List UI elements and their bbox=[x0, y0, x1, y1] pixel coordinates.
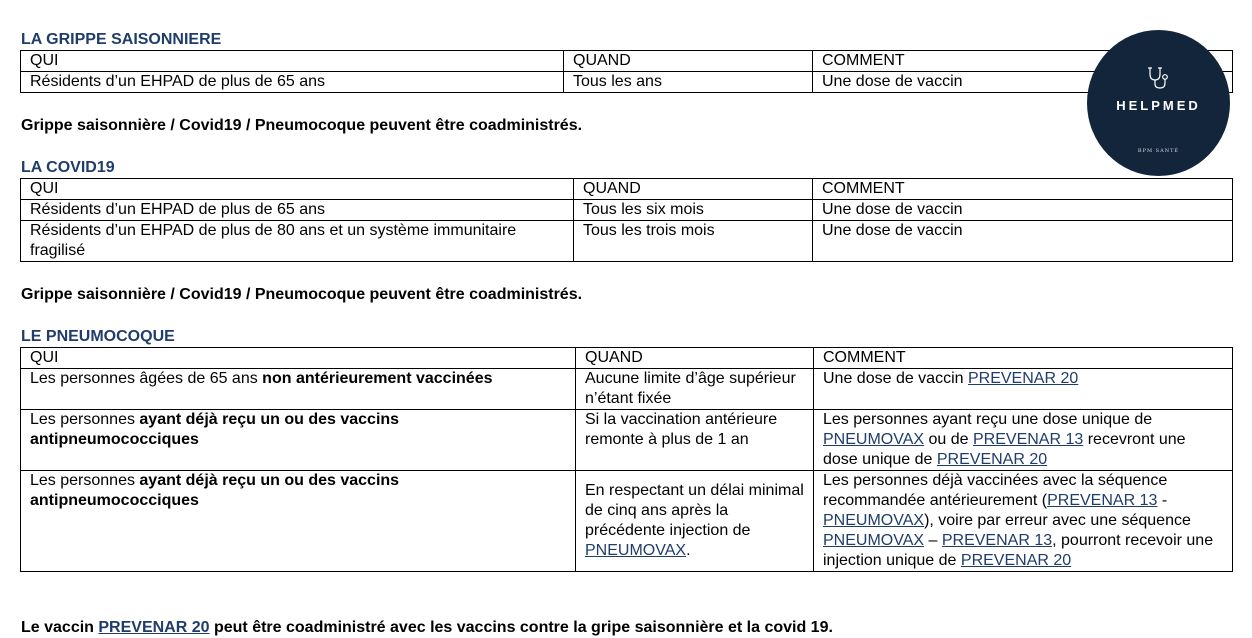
final-note-text: peut être coadministré avec les vaccins contre la gripe saisonnière et la covid 19. bbox=[209, 619, 833, 636]
table-row bbox=[21, 410, 1233, 471]
cell-qui: Résidents d’un EHPAD de plus de 80 ans et un système immunitaire fragilisé bbox=[21, 221, 574, 262]
logo-brand-name: HELPMED bbox=[1116, 98, 1201, 113]
cell-quand: Aucune limite d’âge supérieur n’étant fixée bbox=[576, 369, 814, 410]
header-qui: QUI bbox=[21, 348, 576, 369]
cell-comment-text: - bbox=[1157, 492, 1168, 509]
stethoscope-icon bbox=[1145, 66, 1171, 90]
section-title-pneumocoque: LE PNEUMOCOQUE bbox=[21, 328, 175, 345]
table-covid bbox=[20, 178, 1233, 262]
cell-comment-text: ou de bbox=[924, 431, 973, 448]
table-row bbox=[21, 221, 1233, 262]
cell-comment-text: , pourront recevoir une injection unique de bbox=[823, 532, 1214, 569]
cell-quand-text: . bbox=[686, 542, 691, 559]
cell-comment bbox=[814, 369, 1233, 410]
table-row bbox=[21, 72, 1233, 93]
cell-qui: Résidents d’un EHPAD de plus de 65 ans bbox=[21, 72, 564, 93]
cell-comment bbox=[814, 471, 1233, 572]
header-comment: COMMENT bbox=[813, 51, 1233, 72]
table-row bbox=[21, 200, 1233, 221]
final-coadministration-note bbox=[21, 618, 833, 638]
final-note-text: Le vaccin bbox=[21, 619, 99, 636]
prevenar-13-link[interactable]: PREVENAR 13 bbox=[973, 431, 1084, 448]
cell-qui-emphasis: ayant déjà reçu un ou des vaccins antipneumococciques bbox=[30, 411, 400, 448]
section-title-covid: LA COVID19 bbox=[21, 159, 115, 176]
header-qui: QUI bbox=[21, 51, 564, 72]
prevenar-20-link[interactable]: PREVENAR 20 bbox=[967, 370, 1079, 387]
cell-comment-text: ), voire par erreur avec une séquence bbox=[924, 512, 1191, 529]
prevenar-20-link[interactable]: PREVENAR 20 bbox=[936, 451, 1048, 468]
cell-comment-text: Les personnes ayant reçu une dose unique de bbox=[823, 411, 1153, 428]
coadministration-note: Grippe saisonnière / Covid19 / Pneumocoque peuvent être coadministrés. bbox=[21, 117, 583, 134]
cell-comment-text: recevront une dose unique de bbox=[823, 431, 1186, 468]
cell-qui-text: Les personnes âgées de 65 ans bbox=[30, 370, 263, 387]
cell-qui bbox=[21, 471, 576, 572]
cell-comment: Une dose de vaccin bbox=[813, 200, 1233, 221]
table-row bbox=[21, 369, 1233, 410]
cell-comment-text: Une dose de vaccin bbox=[823, 370, 968, 387]
cell-quand: Si la vaccination antérieure remonte à plus de 1 an bbox=[576, 410, 814, 471]
cell-qui bbox=[21, 410, 576, 471]
cell-qui: Résidents d’un EHPAD de plus de 65 ans bbox=[21, 200, 574, 221]
cell-qui-emphasis: ayant déjà reçu un ou des vaccins antipneumococciques bbox=[30, 472, 400, 509]
helpmed-logo bbox=[1087, 30, 1230, 176]
cell-quand: Tous les trois mois bbox=[574, 221, 813, 262]
prevenar-20-link[interactable]: PREVENAR 20 bbox=[98, 619, 210, 636]
table-header-row bbox=[21, 51, 1233, 72]
cell-qui-text: Les personnes bbox=[30, 472, 140, 489]
pneumovax-link[interactable]: PNEUMOVAX bbox=[823, 431, 925, 448]
section-title-grippe: LA GRIPPE SAISONNIERE bbox=[21, 31, 222, 48]
pneumovax-link[interactable]: PNEUMOVAX bbox=[823, 512, 925, 529]
cell-comment-text: – bbox=[924, 532, 942, 549]
logo-tagline: BPM SANTÉ bbox=[1137, 148, 1180, 154]
header-quand: QUAND bbox=[576, 348, 814, 369]
prevenar-13-link[interactable]: PREVENAR 13 bbox=[941, 532, 1053, 549]
cell-qui bbox=[21, 369, 576, 410]
cell-quand bbox=[576, 471, 814, 572]
cell-quand-text: En respectant un délai minimal de cinq ans après la précédente injection de bbox=[585, 482, 804, 539]
cell-quand: Tous les six mois bbox=[574, 200, 813, 221]
coadministration-note: Grippe saisonnière / Covid19 / Pneumocoque peuvent être coadministrés. bbox=[21, 286, 583, 303]
prevenar-13-link[interactable]: PREVENAR 13 bbox=[1047, 492, 1158, 509]
cell-qui-text: Les personnes bbox=[30, 411, 140, 428]
cell-comment: Une dose de vaccin bbox=[813, 72, 1233, 93]
pneumovax-link[interactable]: PNEUMOVAX bbox=[823, 532, 925, 549]
table-header-row bbox=[21, 179, 1233, 200]
table-header-row bbox=[21, 348, 1233, 369]
prevenar-20-link[interactable]: PREVENAR 20 bbox=[960, 552, 1072, 569]
table-pneumocoque bbox=[20, 347, 1233, 572]
pneumovax-link[interactable]: PNEUMOVAX bbox=[585, 542, 687, 559]
cell-quand: Tous les ans bbox=[564, 72, 813, 93]
cell-qui-emphasis: non antérieurement vaccinées bbox=[262, 370, 493, 387]
table-row bbox=[21, 471, 1233, 572]
cell-comment-text: Les personnes déjà vaccinées avec la séquence recommandée antérieurement ( bbox=[823, 472, 1168, 509]
header-comment: COMMENT bbox=[813, 179, 1233, 200]
cell-comment: Une dose de vaccin bbox=[813, 221, 1233, 262]
header-comment: COMMENT bbox=[814, 348, 1233, 369]
table-grippe bbox=[20, 50, 1233, 93]
cell-comment bbox=[814, 410, 1233, 471]
header-quand: QUAND bbox=[564, 51, 813, 72]
header-quand: QUAND bbox=[574, 179, 813, 200]
header-qui: QUI bbox=[21, 179, 574, 200]
